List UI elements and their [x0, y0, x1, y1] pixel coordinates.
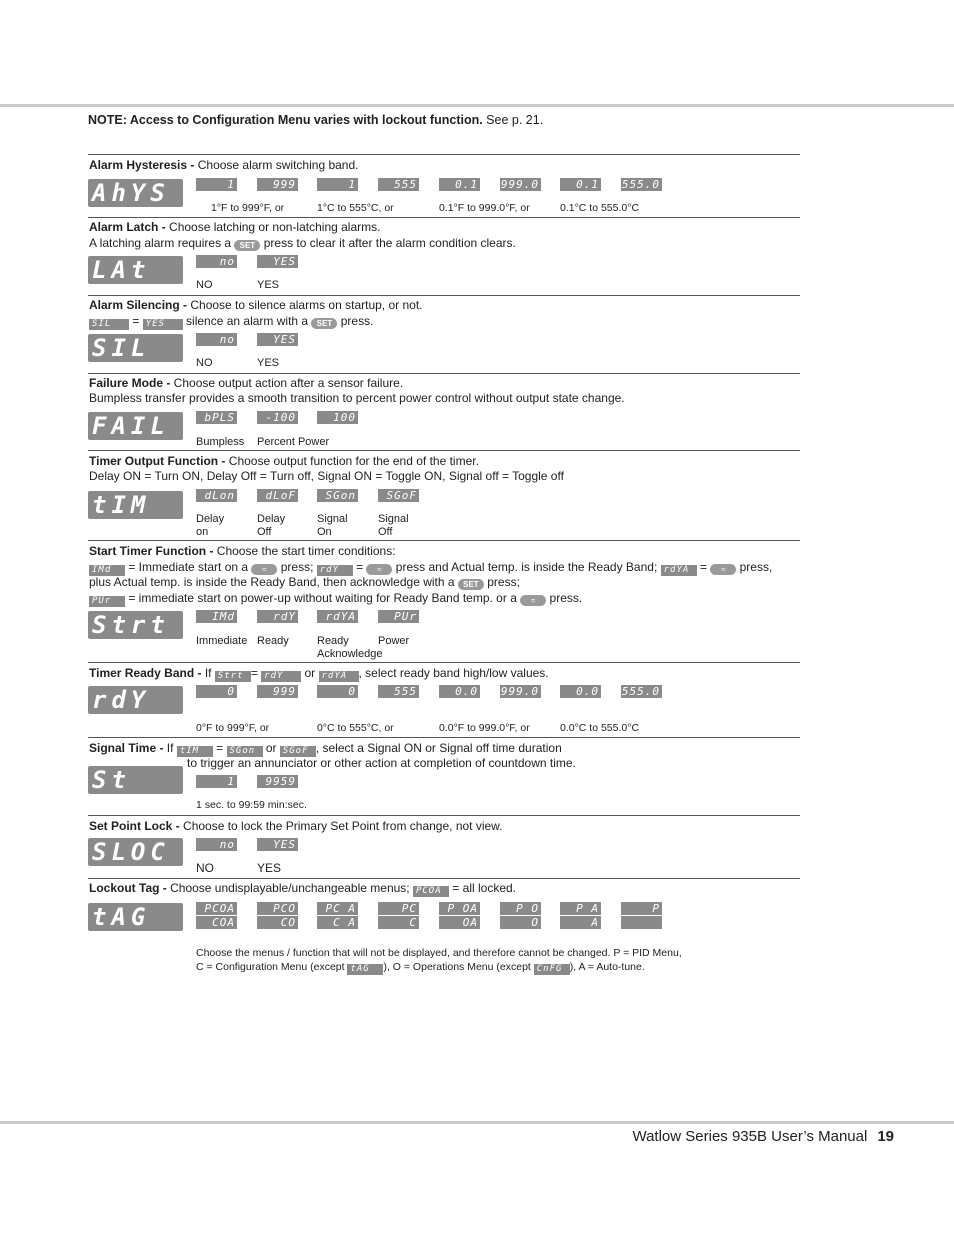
inline-display: rdY — [261, 671, 301, 682]
display-value-pair: PCOA COA — [196, 902, 237, 930]
note-bold: NOTE: Access to Configuration Menu varies with lockout function. — [88, 113, 483, 127]
section-line: Bumpless transfer provides a smooth transition to percent power control without output state change. — [89, 391, 625, 405]
display-value-pair: P A A — [560, 902, 601, 930]
footer — [632, 1128, 894, 1145]
display-value: 555 — [378, 178, 419, 191]
section-line: Delay ON = Turn ON, Delay Off = Turn off, Signal ON = Toggle ON, Signal off = Toggle off — [89, 469, 564, 483]
section-title: Set Point Lock - Choose to lock the Primary Set Point from change, not view. — [89, 819, 503, 833]
option-label: Ready Acknowledge — [317, 635, 383, 660]
inline-display: Strt — [215, 671, 251, 682]
option-label: YES — [257, 861, 282, 875]
section-timer-output — [88, 450, 800, 540]
range-label: 0.0°C to 555.0°C — [560, 722, 640, 734]
display-value: 0.1 — [560, 178, 601, 191]
display-value: PUr — [378, 610, 419, 623]
display-sil: SIL — [88, 334, 183, 362]
inline-display: rdYA — [319, 671, 359, 682]
display-value: SGoF — [378, 489, 419, 502]
display-value: 555.0 — [621, 178, 660, 191]
inline-display: SIL — [89, 319, 129, 330]
option-label: Ready — [257, 635, 289, 647]
range-label: 0.1°F to 999.0°F, or — [439, 202, 530, 214]
advance-key-icon: ≈ — [520, 595, 546, 606]
display-value: 0 — [196, 685, 237, 698]
display-value: rdY — [257, 610, 298, 623]
section-lockout-tag — [88, 878, 800, 979]
option-label: NO — [196, 279, 213, 291]
option-label: NO — [196, 861, 214, 875]
display-sloc: SLOC — [88, 838, 183, 866]
section-line: plus Actual temp. is inside the Ready Band, then acknowledge with a SET press; — [89, 575, 520, 589]
inline-display: CnFG — [534, 964, 570, 975]
option-label: Delay Off — [257, 513, 286, 538]
inline-display: tIM — [177, 746, 213, 757]
inline-display: tAG — [347, 964, 383, 975]
display-strt: Strt — [88, 611, 183, 639]
set-key-icon: SET — [458, 579, 484, 590]
display-value: 0.0 — [560, 685, 601, 698]
range-label: 0.1°C to 555.0°C — [560, 202, 640, 214]
set-key-icon: SET — [234, 240, 260, 251]
display-value: 1 — [196, 178, 237, 191]
display-value: 999 — [257, 685, 298, 698]
display-value: 555 — [378, 685, 419, 698]
display-rdy: rdY — [88, 686, 183, 714]
inline-display: PCOA — [413, 886, 449, 897]
option-label: Signal Off — [378, 513, 409, 538]
option-label: YES — [257, 279, 280, 291]
section-line: SIL = YES silence an alarm with a SET press. — [89, 314, 373, 330]
display-value: 999 — [257, 178, 298, 191]
display-value: 0 — [317, 685, 358, 698]
section-title: Start Timer Function - Choose the start timer conditions: — [89, 544, 396, 558]
display-value: no — [196, 838, 237, 851]
display-value-pair: P OA OA — [439, 902, 480, 930]
inline-display: IMd — [89, 565, 125, 576]
display-value: 999.0 — [500, 685, 539, 698]
display-value: no — [196, 255, 237, 268]
section-title: Lockout Tag - Choose undisplayable/unchangeable menus; PCOA = all locked. — [89, 881, 517, 896]
section-line: A latching alarm requires a SET press to clear it after the alarm condition clears. — [89, 236, 516, 250]
display-value: 999.0 — [500, 178, 539, 191]
option-label: Percent Power — [257, 436, 330, 448]
inline-display: PUr — [89, 596, 125, 607]
range-label: 0.0°F to 999.0°F, or — [439, 722, 530, 734]
section-alarm-silencing — [88, 295, 800, 373]
tag-explanation: Choose the menus / function that will not be displayed, and therefore cannot be changed. P = PID Menu, — [196, 947, 682, 959]
display-lat: LAt — [88, 256, 183, 284]
section-title: Failure Mode - Choose output action after a sensor failure. — [89, 376, 404, 390]
display-value: YES — [257, 255, 298, 268]
section-alarm-latch — [88, 217, 800, 295]
display-value-pair: PC A C A — [317, 902, 358, 930]
section-start-timer — [88, 540, 800, 662]
advance-key-icon: ≈ — [366, 564, 392, 575]
section-line: to trigger an annunciator or other action at completion of countdown time. — [187, 756, 576, 770]
header-rule — [0, 104, 954, 107]
option-label: YES — [257, 357, 280, 369]
display-value: 9959 — [257, 775, 298, 788]
display-value: 1 — [317, 178, 358, 191]
section-line: IMd = Immediate start on a ≈ press; rdY = ≈ press and Actual temp. is inside the Ready Band; rdYA = ≈ press, — [89, 560, 772, 576]
inline-display: rdYA — [661, 565, 697, 576]
page-number: 19 — [877, 1128, 894, 1145]
section-signal-time — [88, 737, 800, 815]
section-title: Timer Output Function - Choose output function for the end of the timer. — [89, 454, 479, 468]
option-label: Bumpless — [196, 436, 245, 448]
inline-display: rdY — [317, 565, 353, 576]
section-title: Signal Time - If tIM = SGon or SGoF , select a Signal ON or Signal off time duration — [89, 741, 562, 756]
display-value: dLoF — [257, 489, 298, 502]
advance-key-icon: ≈ — [710, 564, 736, 575]
display-value: rdYA — [317, 610, 358, 623]
display-value-pair: P — [621, 902, 662, 930]
display-value: IMd — [196, 610, 237, 623]
display-value: 0.0 — [439, 685, 480, 698]
inline-display: SGon — [227, 746, 263, 757]
range-label: 1°C to 555°C, or — [317, 202, 394, 214]
display-value: dLon — [196, 489, 237, 502]
display-fail: FAIL — [88, 412, 183, 440]
display-value: no — [196, 333, 237, 346]
display-value-pair: PC C — [378, 902, 419, 930]
advance-key-icon: ≈ — [251, 564, 277, 575]
range-label: 0°C to 555°C, or — [317, 722, 394, 734]
display-value: SGon — [317, 489, 358, 502]
display-value-pair: P O O — [500, 902, 541, 930]
display-value: 100 — [317, 411, 358, 424]
option-label: Signal On — [317, 513, 348, 538]
section-set-point-lock — [88, 815, 800, 878]
inline-display: SGoF — [280, 746, 316, 757]
note — [88, 113, 543, 127]
set-key-icon: SET — [311, 318, 337, 329]
range-label: 0°F to 999°F, or — [196, 722, 270, 734]
display-tag: tAG — [88, 903, 183, 931]
section-alarm-hysteresis — [88, 154, 800, 217]
footer-rule — [0, 1121, 954, 1124]
display-ahys: AhYS — [88, 179, 183, 207]
section-line: PUr = immediate start on power-up without waiting for Ready Band temp. or a ≈ press. — [89, 591, 582, 607]
section-title: Alarm Latch - Choose latching or non-latching alarms. — [89, 220, 381, 234]
display-value: 0.1 — [439, 178, 480, 191]
range-label: 1°F to 999°F, or — [211, 202, 285, 214]
display-value: YES — [257, 838, 298, 851]
display-value: bPLS — [196, 411, 237, 424]
display-value: 1 — [196, 775, 237, 788]
option-label: Delay on — [196, 513, 225, 538]
display-st: St — [88, 766, 183, 794]
section-timer-ready-band — [88, 662, 800, 737]
section-title: Alarm Hysteresis - Choose alarm switching band. — [89, 158, 359, 172]
display-value: -100 — [257, 411, 298, 424]
option-label: NO — [196, 357, 213, 369]
section-failure-mode — [88, 373, 800, 450]
footer-title: Watlow Series 935B User’s Manual — [632, 1128, 868, 1145]
display-value: 555.0 — [621, 685, 660, 698]
display-value: YES — [257, 333, 298, 346]
note-rest: See p. 21. — [482, 113, 544, 127]
display-tim: tIM — [88, 491, 183, 519]
option-label: Immediate — [196, 635, 248, 647]
section-title: Timer Ready Band - If Strt = rdY or rdYA , select ready band high/low values. — [89, 666, 549, 681]
option-label: Power — [378, 635, 410, 647]
range-label: 1 sec. to 99:59 min:sec. — [196, 799, 307, 811]
inline-display: YES — [143, 319, 183, 330]
tag-explanation: C = Configuration Menu (except tAG ), O = Operations Menu (except CnFG ), A = Auto-tune. — [196, 961, 645, 974]
section-title: Alarm Silencing - Choose to silence alarms on startup, or not. — [89, 298, 423, 312]
display-value-pair: PCO CO — [257, 902, 298, 930]
